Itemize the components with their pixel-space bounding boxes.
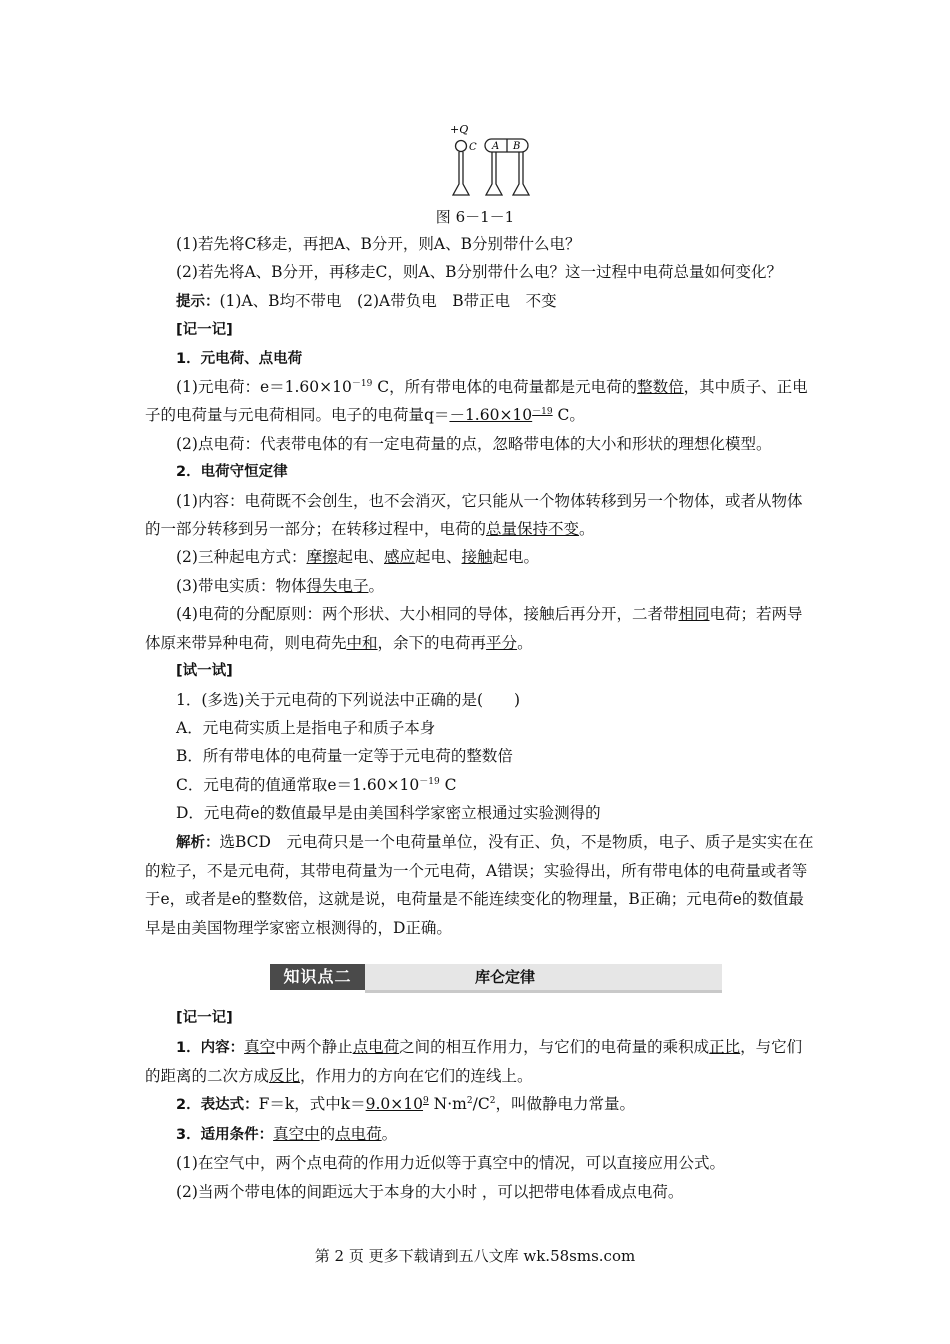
label-a: A — [492, 141, 500, 152]
label-c: C — [469, 142, 477, 153]
charge-label: +Q — [450, 123, 469, 136]
ji-heading-2: [记一记] — [176, 1010, 233, 1027]
hint-text: (1)A、B均不带电 (2)A带负电 B带正电 不变 — [219, 291, 557, 310]
banner-title: 库仑定律 — [474, 968, 535, 987]
sphere-c — [456, 141, 467, 152]
distribution-paragraph: (4)电荷的分配原则：两个形状、大小相同的导体，接触后再分开，二者带相同电荷；若两导体原来带异种电荷，则电荷先中和，余下的电荷再平分。 — [145, 605, 803, 652]
conservation-paragraph: (1)内容：电荷既不会创生，也不会消灭，它只能从一个物体转移到另一个物体，或者从物体的一部分转移到另一部分；在转移过程中，电荷的总量保持不变。 — [145, 491, 803, 539]
coulomb-content: 1．内容：真空中两个静止点电荷之间的相互作用力，与它们的电荷量的乘积成正比，与它们的距离的二次方成反比，作用力的方向在它们的连线上。 — [145, 1037, 803, 1085]
question-1: (1)若先将C移走，再把A、B分开，则A、B分别带什么电？ — [176, 235, 581, 253]
page-footer: 第 2 页 更多下载请到五八文库 wk.58sms.com — [314, 1247, 636, 1265]
hint-label: 提示： — [176, 293, 220, 310]
knowledge-point-banner — [270, 964, 722, 994]
charging-methods-paragraph: (2)三种起电方式：摩擦起电、感应起电、接触起电。 — [176, 548, 540, 567]
coulomb-conditions: 3．适用条件：真空中的点电荷。 — [176, 1124, 398, 1143]
coulomb-expression: 2．表达式：F＝k，式中$k=9.0\times 10^9$ $N\cdot m^2/C^2$，叫做静电力常量。 — [176, 1095, 635, 1114]
option-a: A．元电荷实质上是指电子和质子本身 — [176, 718, 436, 737]
condition-distance: (2)当两个带电体的间距远大于本身的大小时 ，可以把带电体看成点电荷。 — [176, 1182, 684, 1201]
charging-experiment-figure — [440, 122, 540, 200]
condition-air: (1)在空气中，两个点电荷的作用力近似等于真空中的情况，可以直接应用公式。 — [176, 1154, 725, 1173]
main-content — [145, 230, 815, 1206]
option-b: B．所有带电体的电荷量一定等于元电荷的整数倍 — [176, 747, 513, 766]
figure-caption: 图 6－1－1 — [435, 208, 515, 226]
hint — [145, 287, 815, 316]
analysis — [145, 828, 815, 943]
elementary-charge-paragraph: (1)元电荷：$e=1.60\times 10^{-19}$ C，所有带电体的电荷量都是元电荷的整数倍，其中质子、正电子的电荷量与元电荷相同。电子的电荷量$q=-1.60\times 10^{-19}$ C。 — [145, 378, 808, 425]
exercise-question: 1．(多选)关于元电荷的下列说法中正确的是( ) — [176, 690, 521, 709]
option-d: D．元电荷e的数值最早是由美国科学家密立根通过实验测得的 — [176, 804, 601, 823]
charging-essence-paragraph: (3)带电实质：物体得失电子。 — [176, 576, 384, 595]
option-c: C．元电荷的值通常取$e=1.60\times 10^{-19}$ C — [176, 775, 457, 794]
analysis-text: 选BCD 元电荷只是一个电荷量单位，没有正、负，不是物质，电子、质子是实实在在的粒子，不是元电荷，其带电荷量为一个元电荷，A错误；实验得出，所有带电体的电荷量或者等于e，或者是e的整数倍，这就是说，电荷量是不能连续变化的物理量，B正确；元电荷e的数值最早是由美国物理学家密立根测得的，D正确。 — [145, 832, 814, 937]
label-b: B — [513, 141, 521, 152]
shi-heading: [试一试] — [176, 663, 233, 680]
analysis-label: 解析： — [176, 834, 220, 851]
section-1-title: 1．元电荷、点电荷 — [176, 350, 303, 367]
insulating-stands — [453, 152, 529, 195]
ji-heading-1: [记一记] — [176, 322, 233, 339]
question-2: (2)若先将A、B分开，再移走C，则A、B分别带什么电？这一过程中电荷总量如何变化？ — [176, 263, 782, 282]
section-2-title: 2．电荷守恒定律 — [176, 464, 288, 481]
banner-label: 知识点二 — [270, 964, 365, 990]
point-charge-paragraph: (2)点电荷：代表带电体的有一定电荷量的点，忽略带电体的大小和形状的理想化模型。 — [176, 434, 772, 453]
